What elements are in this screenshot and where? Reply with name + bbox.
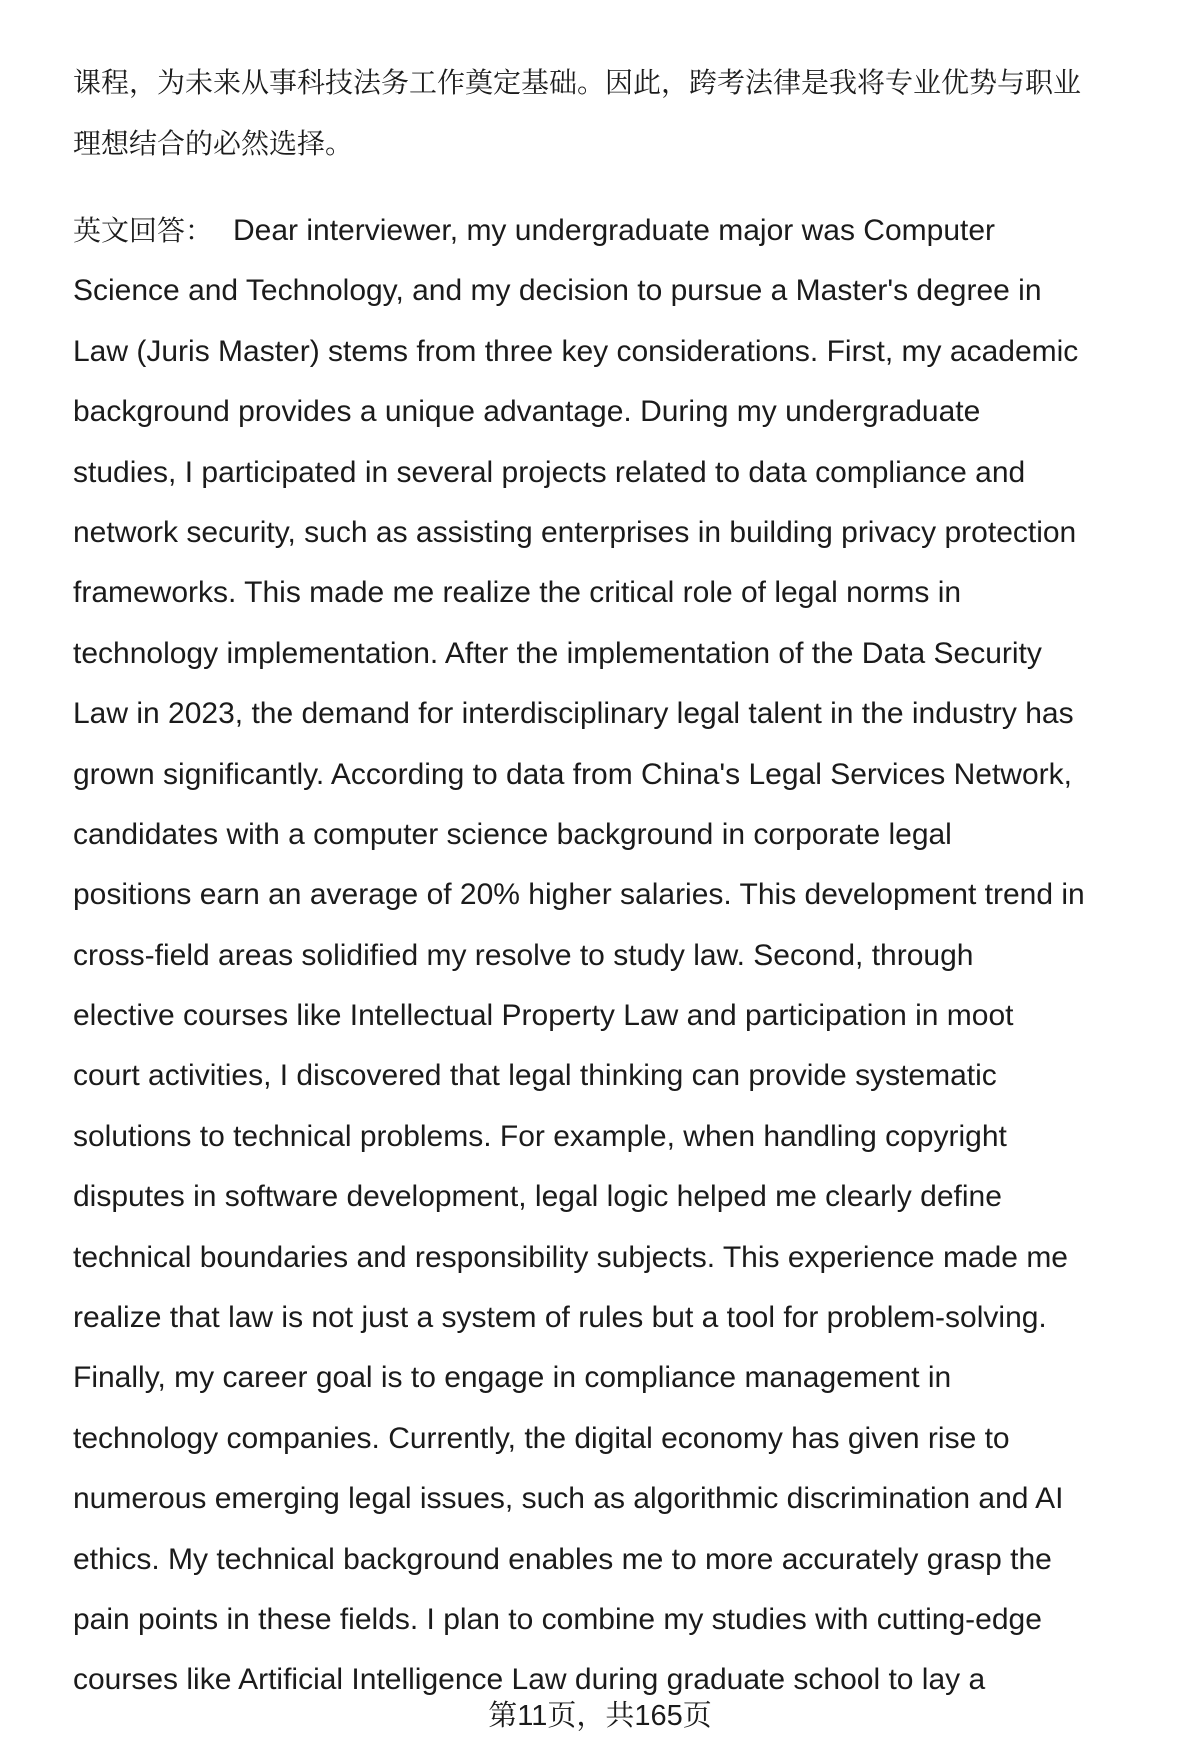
- chinese-text-line: 课程，为未来从事科技法务工作奠定基础。因此，跨考法律是我将专业优势与职业: [73, 67, 1082, 98]
- chinese-text-line: 理想结合的必然选择。: [73, 128, 354, 159]
- answer-text: Dear interviewer, my undergraduate major was Computer: [233, 214, 996, 247]
- answer-text-line: solutions to technical problems. For example, when handling copyright: [73, 1119, 1007, 1153]
- answer-text-line: elective courses like Intellectual Property Law and participation in moot: [73, 999, 1014, 1033]
- answer-text-line: network security, such as assisting enterprises in building privacy protection: [73, 515, 1077, 549]
- answer-text-line: Law in 2023, the demand for interdisciplinary legal talent in the industry has: [73, 697, 1074, 731]
- answer-text-line: candidates with a computer science background in corporate legal: [73, 817, 952, 851]
- answer-text-line: court activities, I discovered that legal thinking can provide systematic: [73, 1059, 997, 1093]
- answer-text-line: [73, 201, 1183, 261]
- answer-text-line: background provides a unique advantage. During my undergraduate: [73, 395, 981, 429]
- page-number: 第11页，共165页: [488, 1700, 712, 1732]
- answer-label: 英文回答：: [73, 215, 214, 246]
- answer-text-line: courses like Artificial Intelligence Law during graduate school to lay a: [73, 1663, 986, 1697]
- chinese-paragraph: [73, 52, 1183, 174]
- english-answer-paragraph: [73, 201, 1183, 1711]
- answer-text-line: Science and Technology, and my decision to pursue a Master's degree in: [73, 274, 1042, 308]
- answer-text-line: Finally, my career goal is to engage in compliance management in: [73, 1361, 952, 1395]
- answer-text-line: disputes in software development, legal logic helped me clearly define: [73, 1180, 1002, 1214]
- answer-text-line: positions earn an average of 20% higher salaries. This development trend in: [73, 878, 1085, 912]
- answer-text-line: technical boundaries and responsibility subjects. This experience made me: [73, 1240, 1068, 1274]
- answer-text-line: frameworks. This made me realize the critical role of legal norms in: [73, 576, 962, 610]
- answer-text-line: Law (Juris Master) stems from three key considerations. First, my academic: [73, 334, 1079, 368]
- answer-text-line: cross-field areas solidified my resolve to study law. Second, through: [73, 938, 974, 972]
- answer-text-line: pain points in these fields. I plan to combine my studies with cutting-edge: [73, 1602, 1042, 1636]
- answer-text-line: numerous emerging legal issues, such as algorithmic discrimination and AI: [73, 1482, 1064, 1516]
- answer-text-line: ethics. My technical background enables me to more accurately grasp the: [73, 1542, 1052, 1576]
- answer-text-line: studies, I participated in several projects related to data compliance and: [73, 455, 1026, 489]
- answer-text-line: grown significantly. According to data from China's Legal Services Network,: [73, 757, 1072, 791]
- answer-text-line: technology implementation. After the implementation of the Data Security: [73, 636, 1042, 670]
- answer-text-line: realize that law is not just a system of rules but a tool for problem-solving.: [73, 1301, 1047, 1335]
- answer-text-line: technology companies. Currently, the digital economy has given rise to: [73, 1421, 1010, 1455]
